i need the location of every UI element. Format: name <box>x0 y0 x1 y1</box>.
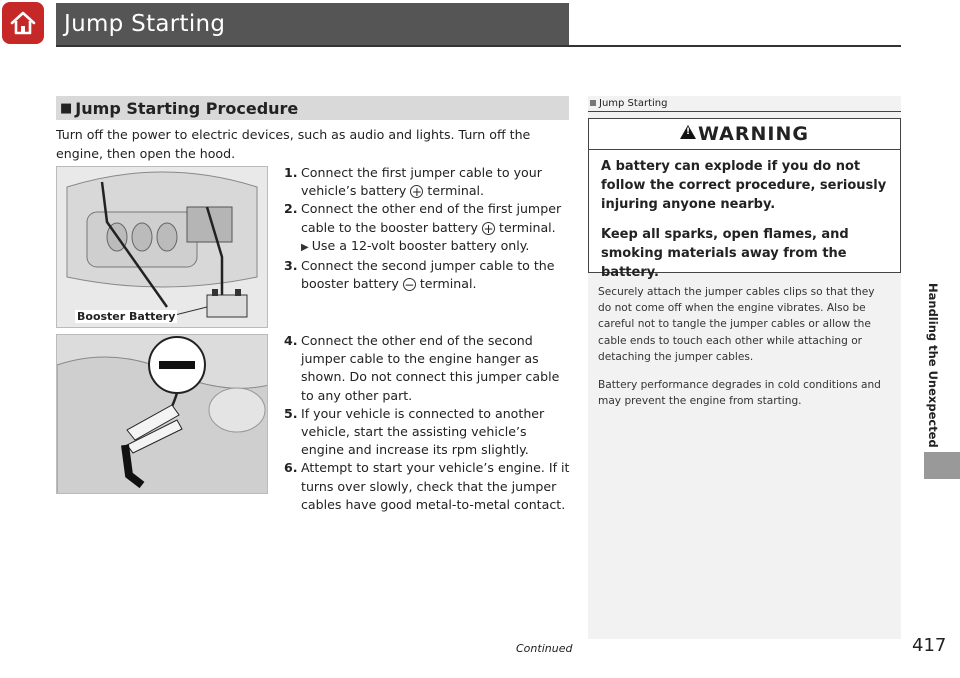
page-number: 417 <box>912 635 947 656</box>
section-marker: ■ <box>60 100 73 116</box>
engine-bay-figure <box>56 166 268 328</box>
page-title-bar <box>56 3 569 45</box>
warning-divider <box>589 149 900 150</box>
home-button[interactable] <box>2 2 44 44</box>
warning-header <box>589 123 900 145</box>
step-text: Attempt to start your vehicle’s engine. If it turns over slowly, check that the jumper cables have good metal-to-metal contact. <box>301 460 570 512</box>
engine-hanger-figure <box>56 334 268 494</box>
engine-bay-illustration <box>57 167 268 328</box>
step-text: If your vehicle is connected to another vehicle, start the assisting vehicle’s engine and increase its rpm slightly. <box>301 405 545 458</box>
arrow-right-icon: ▶ <box>301 241 309 253</box>
step-number: 2. <box>284 201 298 217</box>
side-note-body <box>598 284 890 421</box>
title-divider <box>56 45 901 47</box>
steps-group-2 <box>284 332 572 514</box>
warning-title: WARNING <box>698 123 809 145</box>
engine-hanger-illustration <box>57 335 268 494</box>
chapter-tab[interactable]: Handling the Unexpected <box>926 282 940 448</box>
continued-label: Continued <box>516 642 573 655</box>
step-2 <box>284 200 572 236</box>
step-number: 4. <box>284 333 298 348</box>
step-number: 1. <box>284 165 298 180</box>
intro-text: Turn off the power to electric devices, such as audio and lights. Turn off the engine, then open the hood. <box>56 127 531 161</box>
step-number: 6. <box>284 460 298 476</box>
booster-battery-label: Booster Battery <box>77 310 176 323</box>
warning-paragraph: Keep all sparks, open flames, and smoking materials away from the battery. <box>601 227 849 280</box>
side-paragraph: Securely attach the jumper cables clips so that they do not come off when the engine vibrates. Also be careful not to tangle the jumper cables or allow the cable ends to touch each other while attaching or detaching the jumper cables. <box>598 286 875 363</box>
side-note-heading <box>588 96 901 112</box>
step-text: Connect the other end of the first jumper cable to the booster battery <box>301 201 562 235</box>
plus-terminal-icon: + <box>483 221 494 236</box>
step-text: terminal. <box>499 219 556 235</box>
step-text: Connect the first jumper cable to your vehicle’s battery <box>301 165 542 199</box>
minus-terminal-icon: − <box>404 278 415 293</box>
section-title: Jump Starting Procedure <box>75 98 299 118</box>
page-title: Jump Starting <box>64 11 226 37</box>
step-text: terminal. <box>427 183 485 199</box>
step-1 <box>284 164 572 200</box>
warning-text <box>601 157 891 293</box>
side-note-panel <box>588 96 901 639</box>
step-3 <box>284 257 572 293</box>
step-5 <box>284 405 572 460</box>
section-heading <box>56 96 569 120</box>
step-number: 3. <box>284 258 298 274</box>
warning-paragraph: A battery can explode if you do not follow the correct procedure, seriously injuring anyone nearby. <box>601 159 887 212</box>
step-text: Connect the other end of the second jumper cable to the engine hanger as shown. Do not connect this jumper cable to any other part. <box>301 333 560 403</box>
step-6 <box>284 459 572 514</box>
plus-terminal-icon: + <box>411 185 422 200</box>
step-4 <box>284 332 572 405</box>
alert-icon <box>680 125 696 139</box>
step-text: terminal. <box>419 276 477 292</box>
warning-box <box>588 118 901 280</box>
side-note-title: Jump Starting <box>599 98 668 109</box>
chapter-tab-marker <box>924 452 960 479</box>
side-paragraph: Battery performance degrades in cold conditions and may prevent the engine from starting. <box>598 379 881 408</box>
note-text: Use a 12-volt booster battery only. <box>311 237 530 253</box>
step-number: 5. <box>284 405 298 421</box>
home-icon <box>8 8 38 38</box>
step-note <box>284 237 572 257</box>
reference-icon <box>590 100 596 106</box>
steps-group-1 <box>284 164 572 293</box>
step-text: Connect the second jumper cable to the booster battery <box>301 258 555 292</box>
